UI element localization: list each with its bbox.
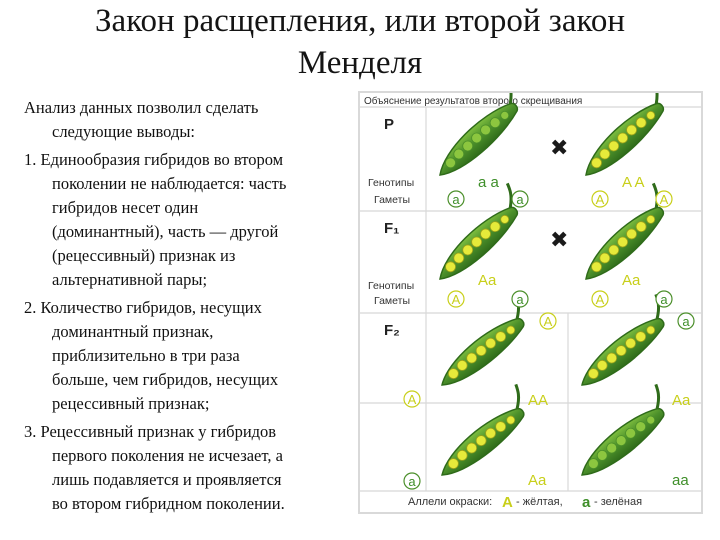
legend-prefix: Аллели окраски:: [408, 496, 493, 508]
conclusion-line: (рецессивный) признак из: [52, 246, 236, 265]
conclusion-line: 2. Количество гибридов, несущих: [24, 298, 262, 317]
conclusion-line: (доминантный), часть — другой: [52, 222, 279, 241]
genotype-f1-right: Aa: [622, 272, 641, 289]
conclusion-line: доминантный признак,: [52, 322, 214, 341]
genotype-p-left: a a: [478, 174, 499, 191]
punnett-cell-4: aa: [672, 472, 689, 489]
gamete-circles-f1: [448, 291, 672, 307]
conclusion-line: больше, чем гибридов, несущих: [52, 370, 279, 389]
intro-paragraph: [24, 96, 354, 144]
allele-legend: [408, 494, 642, 511]
conclusion-line: лишь подавляется и проявляется: [52, 470, 282, 489]
legend-recessive-text: - зелёная: [594, 496, 643, 508]
conclusion-2: [24, 296, 354, 416]
gamete-p-right-2: A: [659, 192, 669, 207]
pea-pod-f2-aa-dominant: [426, 294, 539, 393]
legend-dominant-letter: A: [502, 494, 513, 511]
gamete-f1-left-1: A: [451, 292, 461, 307]
slide-title-line2: Менделя: [297, 45, 423, 81]
conclusion-3: [24, 420, 354, 516]
pea-pod-f2-aa-recessive: [566, 384, 679, 483]
gamete-f1-right-1: A: [595, 292, 605, 307]
conclusion-line: 1. Единообразия гибридов во втором: [24, 150, 284, 169]
legend-recessive-letter: a: [582, 494, 591, 511]
gamete-f1-left-2: a: [516, 292, 524, 307]
conclusions-text: [24, 96, 354, 516]
pea-pod-f2-aa-hetero-2: [426, 384, 539, 483]
conclusion-line: гибридов несет один: [52, 198, 199, 217]
figure-caption: Объяснение результатов второго скрещивания: [364, 96, 583, 107]
conclusion-1: [24, 148, 354, 292]
intro-line2: следующие выводы:: [52, 122, 196, 141]
mendel-cross-figure: [358, 91, 703, 514]
conclusion-line: альтернативной пары;: [52, 270, 208, 289]
legend-dominant-text: - жёлтая,: [516, 496, 563, 508]
pea-pod-f2-aa-hetero-1: [566, 294, 679, 393]
slide-title: [0, 0, 720, 84]
genotypes-label-f1: Генотипы: [368, 280, 415, 292]
punnett-cell-3: Aa: [528, 472, 547, 489]
conclusion-line: во втором гибридном поколении.: [52, 494, 285, 513]
genotypes-label-p: Генотипы: [368, 177, 415, 189]
gamete-p-left-1: a: [452, 192, 460, 207]
cross-diagram-svg: [360, 93, 701, 512]
gamete-p-left-2: a: [516, 192, 524, 207]
punnett-cell-1: AA: [528, 392, 549, 409]
intro-line1: Анализ данных позволил сделать: [24, 98, 259, 117]
gamete-circles-p: [448, 191, 672, 207]
punnett-cell-2: Aa: [672, 392, 691, 409]
gamete-p-right-1: A: [595, 192, 605, 207]
punnett-row-gamete-2: a: [408, 474, 416, 489]
conclusion-line: рецессивный признак;: [52, 394, 210, 413]
genotype-p-right: A A: [622, 174, 645, 191]
punnett-col-gamete-2: a: [682, 314, 690, 329]
conclusion-line: поколении не наблюдается: часть: [52, 174, 287, 193]
slide-title-line1: Закон расщепления, или второй закон: [95, 3, 625, 39]
cross-symbol-p: ✖: [550, 135, 569, 160]
conclusion-line: приблизительно в три раза: [52, 346, 240, 365]
punnett-col-gamete-1: A: [543, 314, 553, 329]
conclusion-line: 3. Рецессивный признак у гибридов: [24, 422, 277, 441]
genotype-f1-left: Aa: [478, 272, 497, 289]
row-label-p: P: [384, 116, 395, 133]
conclusion-line: первого поколения не исчезает, а: [52, 446, 283, 465]
cross-symbol-f1: ✖: [550, 227, 569, 252]
gametes-label-f1: Гаметы: [374, 295, 411, 307]
gametes-label-p: Гаметы: [374, 194, 411, 206]
row-label-f1: F₁: [384, 220, 400, 237]
gamete-f1-right-2: a: [660, 292, 668, 307]
punnett-row-gamete-1: A: [407, 392, 417, 407]
row-label-f2: F₂: [384, 322, 400, 339]
